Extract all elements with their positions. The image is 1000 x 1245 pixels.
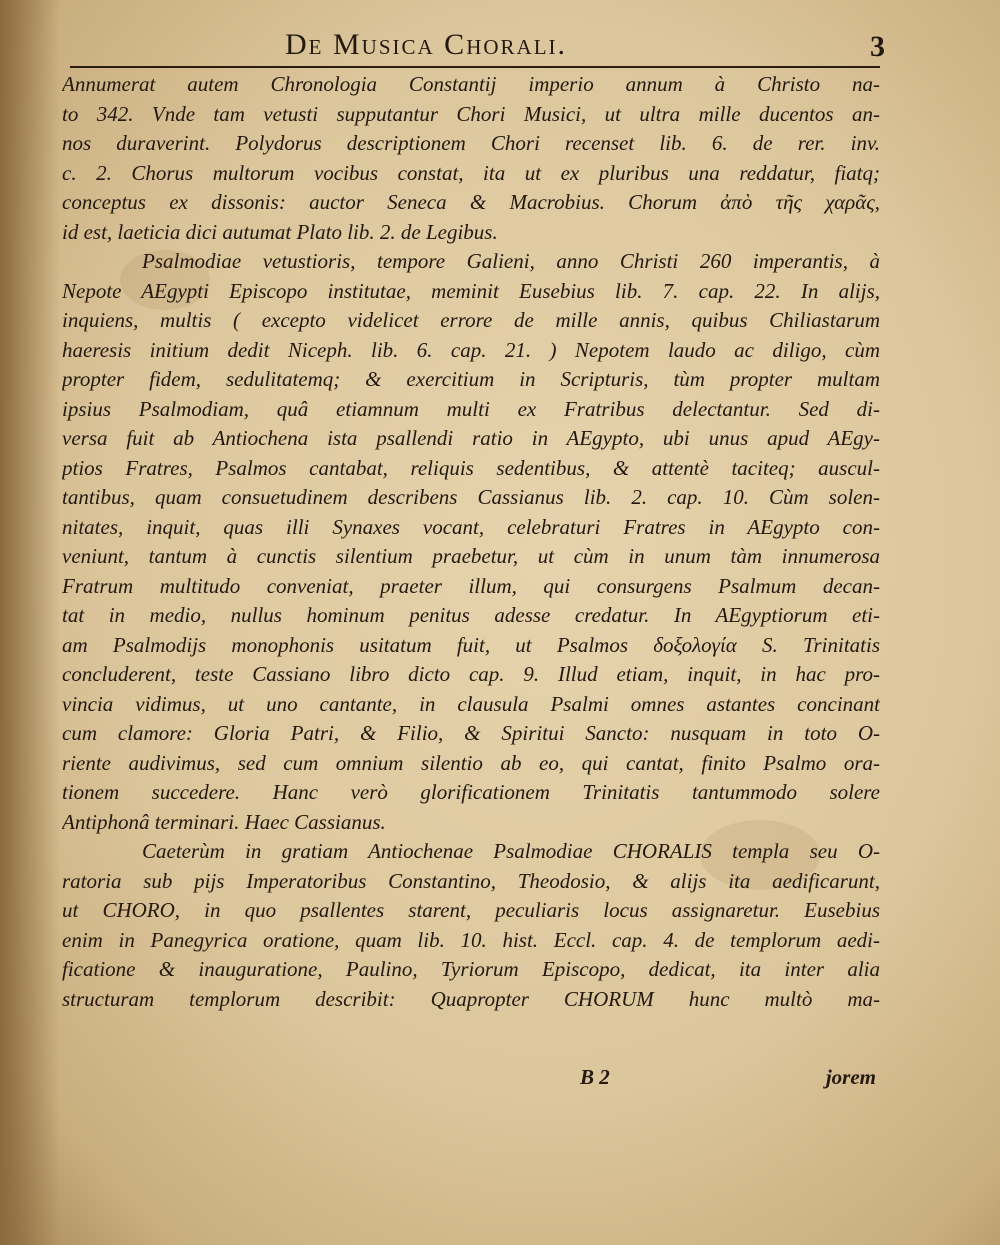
text-line: to 342. Vnde tam vetusti supputantur Chori Musici, ut ultra mille ducentos an-	[62, 101, 880, 126]
catchword: jorem	[825, 1065, 876, 1089]
text-line: nitates, inquit, quas illi Synaxes vocant, celebraturi Fratres in AEgypto con-	[62, 514, 880, 539]
text-line: inquiens, multis ( excepto videlicet errore de mille annis, quibus Chiliastarum	[62, 308, 880, 332]
signature-mark: B 2	[580, 1065, 610, 1089]
text-line: nos duraverint. Polydorus descriptionem Chori recenset lib. 6. de rer. inv.	[62, 131, 880, 155]
text-line: Psalmodiae vetustioris, tempore Galieni, anno Christi 260 imperantis, à	[142, 249, 880, 273]
text-line: vincia vidimus, ut uno cantante, in clausula Psalmi omnes astantes concinant	[62, 691, 880, 716]
text-line: concluderent, teste Cassiano libro dicto cap. 9. Illud etiam, inquit, in hac pro-	[62, 662, 880, 686]
text-line: haeresis initium dedit Niceph. lib. 6. cap. 21. ) Nepotem laudo ac diligo, cùm	[62, 337, 880, 362]
text-line: versa fuit ab Antiochena ista psallendi ratio in AEgypto, ubi unus apud AEgy-	[62, 426, 880, 450]
text-line: propter fidem, sedulitatemq; & exercitium in Scripturis, tùm propter multam	[62, 367, 880, 391]
text-line: tat in medio, nullus hominum penitus adesse credatur. In AEgyptiorum eti-	[62, 603, 880, 627]
text-line: riente audivimus, sed cum omnium silentio ab eo, qui cantat, finito Psalmo ora-	[62, 750, 880, 775]
text-line: tionem succedere. Hanc verò glorificationem Trinitatis tantummodo solere	[62, 780, 880, 804]
page-number: 3	[870, 30, 885, 63]
text-line: id est, laeticia dici autumat Plato lib. 2. de Legibus.	[62, 219, 498, 244]
text-line: c. 2. Chorus multorum vocibus constat, ita ut ex pluribus una reddatur, fiatq;	[62, 160, 880, 185]
text-line: tantibus, quam consuetudinem describens Cassianus lib. 2. cap. 10. Cùm solen-	[62, 485, 880, 509]
page-header	[285, 28, 885, 68]
text-line: ptios Fratres, Psalmos cantabat, reliquis sedentibus, & attentè taciteq; auscul-	[62, 455, 880, 480]
text-line: ut CHORO, in quo psallentes starent, peculiaris locus assignaretur. Eusebius	[62, 898, 880, 922]
text-body	[62, 70, 880, 1014]
page-footer	[62, 1065, 880, 1095]
text-line: Caeterùm in gratiam Antiochenae Psalmodiae CHORALIS templa seu O-	[142, 839, 880, 863]
header-rule	[70, 66, 880, 68]
text-line: ficatione & inauguratione, Paulino, Tyriorum Episcopo, dedicat, ita inter alia	[62, 957, 880, 981]
text-line: ipsius Psalmodiam, quâ etiamnum multi ex Fratribus delectantur. Sed di-	[62, 396, 880, 421]
text-line: Annumerat autem Chronologia Constantij imperio annum à Christo na-	[62, 72, 880, 96]
running-title: De Musica Chorali.	[285, 28, 568, 61]
text-line: am Psalmodijs monophonis usitatum fuit, ut Psalmos δοξολογία S. Trinitatis	[62, 632, 880, 657]
text-line: cum clamore: Gloria Patri, & Filio, & Spiritui Sancto: nusquam in toto O-	[62, 721, 880, 745]
text-line: enim in Panegyrica oratione, quam lib. 10. hist. Eccl. cap. 4. de templorum aedi-	[62, 927, 880, 952]
text-line: Fratrum multitudo conveniat, praeter illum, qui consurgens Psalmum decan-	[62, 573, 880, 598]
text-line: Nepote AEgypti Episcopo institutae, meminit Eusebius lib. 7. cap. 22. In alijs,	[62, 278, 880, 303]
text-line: veniunt, tantum à cunctis silentium praebetur, ut cùm in unum tàm innumerosa	[62, 544, 880, 568]
text-line: ratoria sub pijs Imperatoribus Constantino, Theodosio, & alijs ita aedificarunt,	[62, 868, 880, 893]
text-line: conceptus ex dissonis: auctor Seneca & Macrobius. Chorum ἀπὸ τῆς χαρᾶς,	[62, 190, 880, 214]
page-shadow-edge	[0, 0, 60, 1245]
text-line: Antiphonâ terminari. Haec Cassianus.	[62, 809, 386, 834]
text-line: structuram templorum describit: Quapropter CHORUM hunc multò ma-	[62, 986, 880, 1011]
